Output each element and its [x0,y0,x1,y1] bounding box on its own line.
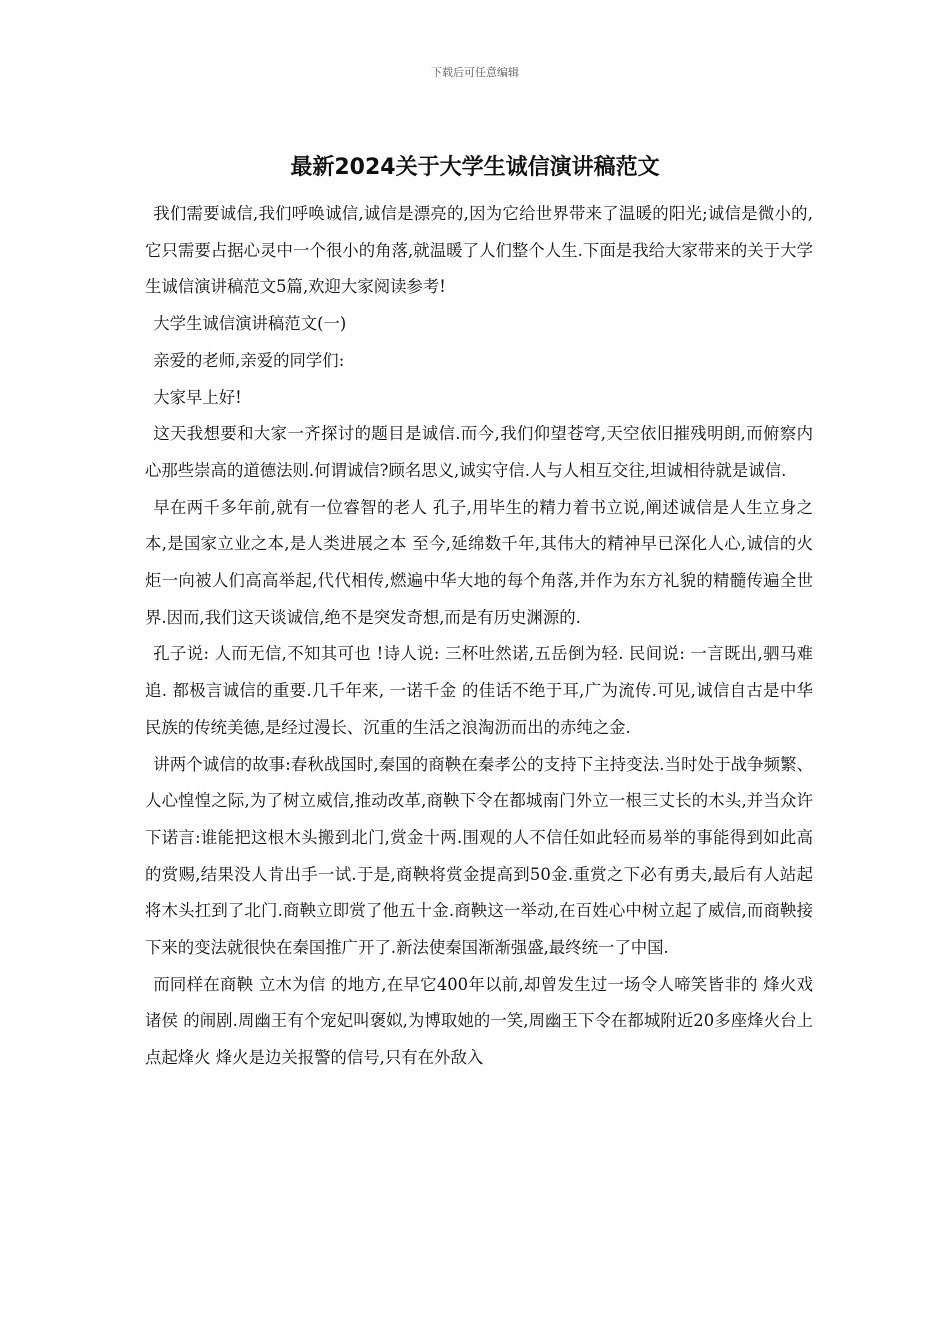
document-body [145,196,813,1077]
paragraph: 大学生诚信演讲稿范文(一) [153,314,347,334]
paragraph: 孔子说: 人而无信,不知其可也 !诗人说: 三杯吐然诺,五岳倒为轻. 民间说: 一言既出,驷马难追. 都极言诚信的重要.几千年来, 一诺千金 的佳话不绝于耳,广为流传.可见,诚信自古是中华民族的传统美德,是经过漫长、沉重的生活之浪淘沥而出的赤纯之金. [145,644,813,737]
document-title: 最新2024关于大学生诚信演讲稿范文 [290,155,660,180]
paragraph: 亲爱的老师,亲爱的同学们: [153,350,345,370]
paragraph: 早在两千多年前,就有一位睿智的老人 孔子,用毕生的精力着书立说,阐述诚信是人生立身之本,是国家立业之本,是人类进展之本 至今,延绵数千年,其伟大的精神早已深化人心,诚信的火炬一向被人们高高举起,代代相传,燃遍中华大地的每个角落,并作为东方礼貌的精髓传遍全世界.因而,我们这天谈诚信,绝不是突发奇想,而是有历史渊源的. [145,497,813,627]
paragraph: 大家早上好! [153,387,242,407]
paragraph: 这天我想要和大家一齐探讨的题目是诚信.而今,我们仰望苍穹,天空依旧摧残明朗,而俯察内心那些崇高的道德法则.何谓诚信?顾名思义,诚实守信.人与人相互交往,坦诚相待就是诚信. [145,424,813,480]
header-note: 下载后可任意编辑 [431,66,519,79]
paragraph: 而同样在商鞅 立木为信 的地方,在早它400年以前,却曾发生过一场令人啼笑皆非的 烽火戏诸侯 的闹剧.周幽王有个宠妃叫褒姒,为博取她的一笑,周幽王下令在都城附近20多座烽火台上点起烽火 烽火是边关报警的信号,只有在外敌入 [145,974,813,1068]
paragraph: 讲两个诚信的故事:春秋战国时,秦国的商鞅在秦孝公的支持下主持变法.当时处于战争频繁、人心惶惶之际,为了树立威信,推动改革,商鞅下令在都城南门外立一根三丈长的木头,并当众许下诺言:谁能把这根木头搬到北门,赏金十两.围观的人不信任如此轻而易举的事能得到如此高的赏赐,结果没人肯出手一试.于是,商鞅将赏金提高到50金.重赏之下必有勇夫,最后有人站起将木头扛到了北门.商鞅立即赏了他五十金.商鞅这一举动,在百姓心中树立起了威信,而商鞅接下来的变法就很快在秦国推广开了.新法使秦国渐渐强盛,最终统一了中国. [145,754,813,958]
paragraph: 我们需要诚信,我们呼唤诚信,诚信是漂亮的,因为它给世界带来了温暖的阳光;诚信是微小的,它只需要占据心灵中一个很小的角落,就温暖了人们整个人生.下面是我给大家带来的关于大学生诚信演讲稿范文5篇,欢迎大家阅读参考! [145,204,813,297]
